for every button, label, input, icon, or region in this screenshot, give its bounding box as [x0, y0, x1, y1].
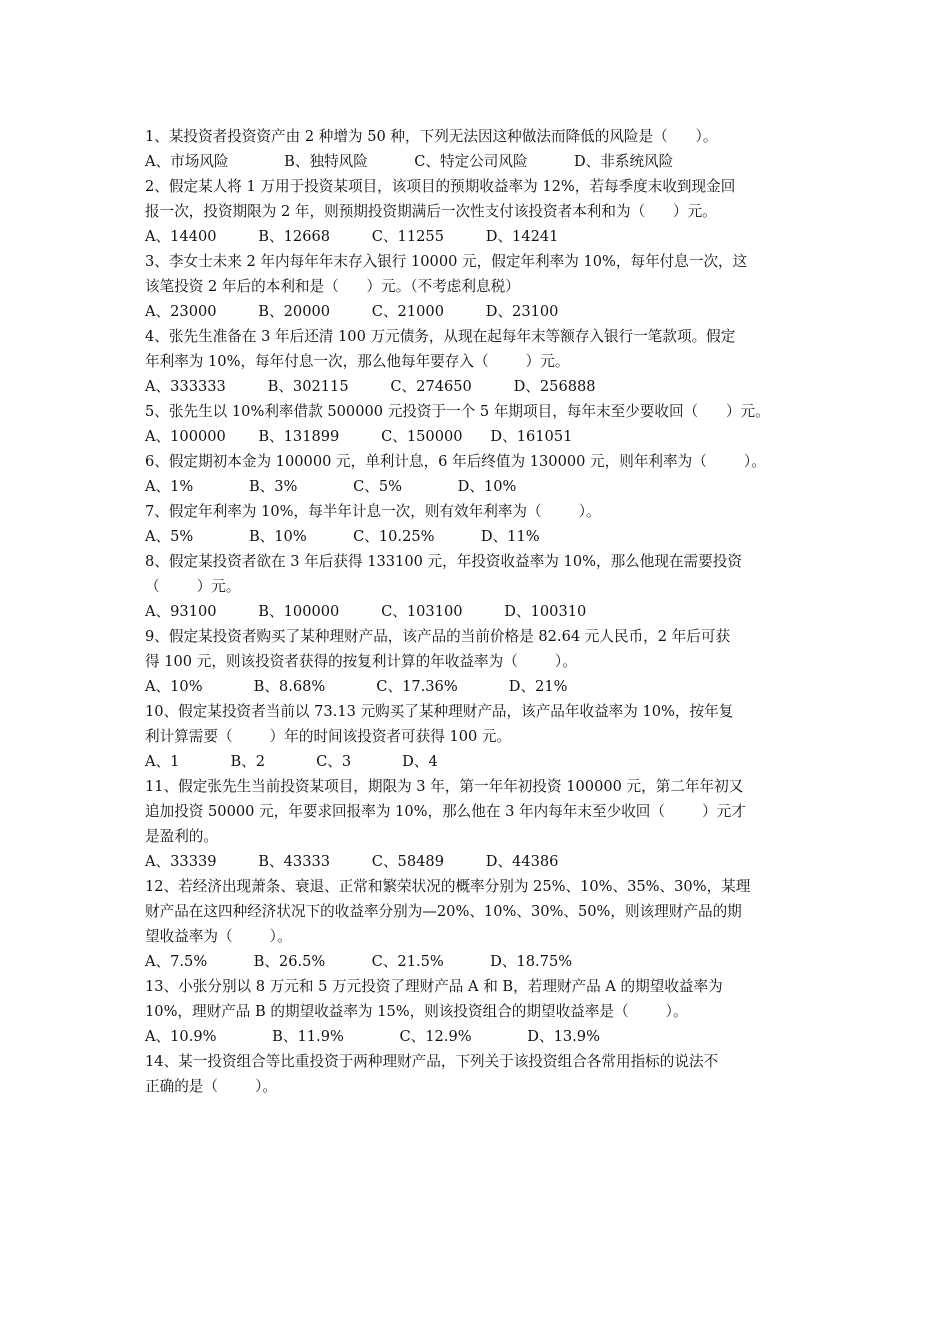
question-11-text: 是盈利的。 [145, 828, 218, 845]
question-8-text: 8、假定某投资者欲在 3 年后获得 133100 元，年投资收益率为 10%，那么他现在需要投资 [145, 553, 742, 570]
question-12-text: 财产品在这四种经济状况下的收益率分别为—20%、10%、30%、50%，则该理财产品的期 [145, 903, 742, 920]
question-4-text: 4、张先生准备在 3 年后还清 100 万元债务，从现在起每年末等额存入银行一笔款项。假定 [145, 328, 736, 345]
question-1-options: A、市场风险 B、独特风险 C、特定公司风险 D、非系统风险 [145, 153, 674, 170]
question-9-text: 得 100 元，则该投资者获得的按复利计算的年收益率为（ ）。 [145, 653, 577, 670]
question-5-text: 5、张先生以 10%利率借款 500000 元投资于一个 5 年期项目，每年末至少要收回（ ）元。 [145, 403, 770, 420]
question-11-options: A、33339 B、43333 C、58489 D、44386 [145, 853, 559, 870]
question-12-options: A、7.5% B、26.5% C、21.5% D、18.75% [145, 953, 573, 970]
question-11-text: 11、假定张先生当前投资某项目，期限为 3 年，第一年年初投资 100000 元，第二年年初又 [145, 778, 744, 795]
question-12-text: 12、若经济出现萧条、衰退、正常和繁荣状况的概率分别为 25%、10%、35%、30%，某理 [145, 878, 751, 895]
question-2-options: A、14400 B、12668 C、11255 D、14241 [145, 228, 559, 245]
question-13-options: A、10.9% B、11.9% C、12.9% D、13.9% [145, 1028, 600, 1045]
question-6-options: A、1% B、3% C、5% D、10% [145, 478, 517, 495]
question-3-text: 3、李女士未来 2 年内每年年末存入银行 10000 元，假定年利率为 10%，每年付息一次，这 [145, 253, 748, 270]
question-10-options: A、1 B、2 C、3 D、4 [145, 753, 438, 770]
question-3-options: A、23000 B、20000 C、21000 D、23100 [145, 303, 559, 320]
question-8-options: A、93100 B、100000 C、103100 D、100310 [145, 603, 587, 620]
question-13-text: 13、小张分别以 8 万元和 5 万元投资了理财产品 A 和 B，若理财产品 A 的期望收益率为 [145, 978, 723, 995]
question-list [145, 124, 810, 1099]
question-12-text: 望收益率为（ ）。 [145, 928, 292, 945]
question-1-text: 1、某投资者投资资产由 2 种增为 50 种，下列无法因这种做法而降低的风险是（ ）。 [145, 128, 718, 145]
question-11-text: 追加投资 50000 元，年要求回报率为 10%，那么他在 3 年内每年末至少收回（ ）元才 [145, 803, 746, 820]
question-4-text: 年利率为 10%，每年付息一次，那么他每年要存入（ ）元。 [145, 353, 570, 370]
question-9-options: A、10% B、8.68% C、17.36% D、21% [145, 678, 568, 695]
question-2-text: 2、假定某人将 1 万用于投资某项目，该项目的预期收益率为 12%，若每季度末收到现金回 [145, 178, 736, 195]
question-10-text: 利计算需要（ ）年的时间该投资者可获得 100 元。 [145, 728, 512, 745]
question-4-options: A、333333 B、302115 C、274650 D、256888 [145, 378, 596, 395]
question-14-text: 正确的是（ ）。 [145, 1078, 277, 1095]
question-13-text: 10%，理财产品 B 的期望收益率为 15%，则该投资组合的期望收益率是（ ）。 [145, 1003, 688, 1020]
question-8-text: （ ）元。 [145, 578, 241, 595]
question-7-text: 7、假定年利率为 10%，每半年计息一次，则有效年利率为（ ）。 [145, 503, 601, 520]
question-9-text: 9、假定某投资者购买了某种理财产品，该产品的当前价格是 82.64 元人民币，2 年后可获 [145, 628, 731, 645]
question-5-options: A、100000 B、131899 C、150000 D、161051 [145, 428, 573, 445]
question-10-text: 10、假定某投资者当前以 73.13 元购买了某种理财产品，该产品年收益率为 10%，按年复 [145, 703, 734, 720]
question-14-text: 14、某一投资组合等比重投资于两种理财产品，下列关于该投资组合各常用指标的说法不 [145, 1053, 719, 1070]
question-3-text: 该笔投资 2 年后的本利和是（ ）元。（不考虑利息税） [145, 278, 520, 295]
question-7-options: A、5% B、10% C、10.25% D、11% [145, 528, 540, 545]
question-2-text: 报一次，投资期限为 2 年，则预期投资期满后一次性支付该投资者本利和为（ ）元。 [145, 203, 717, 220]
question-6-text: 6、假定期初本金为 100000 元，单利计息，6 年后终值为 130000 元，则年利率为（ ）。 [145, 453, 766, 470]
